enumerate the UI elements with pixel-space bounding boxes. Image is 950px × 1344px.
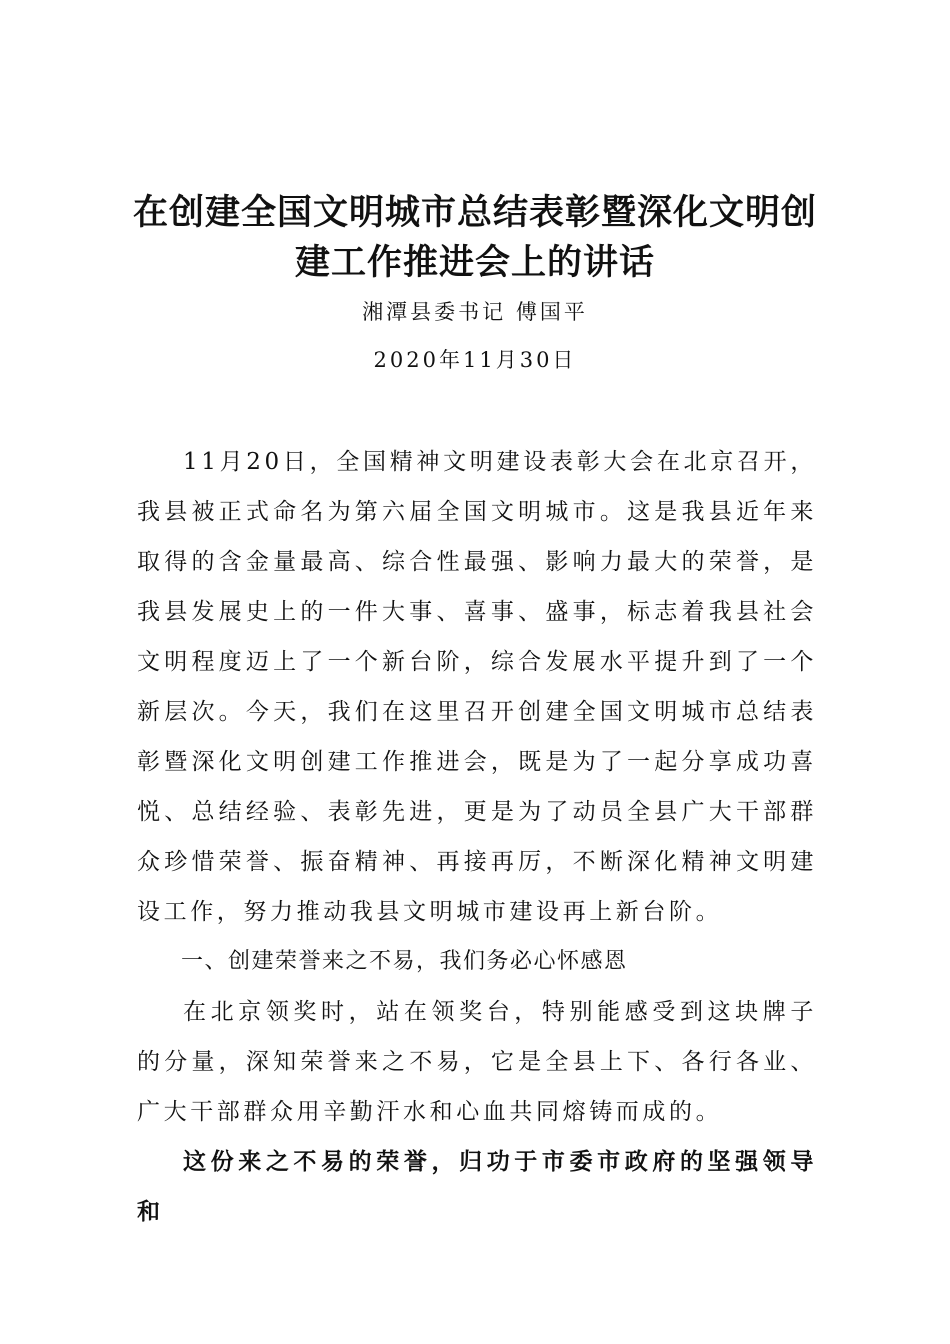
document-author: 湘潭县委书记 傅国平 [362,300,588,324]
intro-paragraph: 11月20日，全国精神文明建设表彰大会在北京召开，我县被正式命名为第六届全国文明城市。这是我县近年来取得的含金量最高、综合性最强、影响力最大的荣誉，是我县发展史上的一件大事、喜事、盛事，标志着我县社会文明程度迈上了一个新台阶，综合发展水平提升到了一个新层次。今天，我们在这里召开创建全国文明城市总结表彰暨深化文明创建工作推进会，既是为了一起分享成功喜悦、总结经验、表彰先进，更是为了动员全县广大干部群众珍惜荣誉、振奋精神、再接再厉，不断深化精神文明建设工作，努力推动我县文明城市建设再上新台阶。 [137,449,817,925]
document-title-line-1: 在创建全国文明城市总结表彰暨深化文明创 [132,192,817,233]
document-body [137,437,817,1237]
section-paragraph: 在北京领奖时，站在领奖台，特别能感受到这块牌子的分量，深知荣誉来之不易，它是全县上下、各行各业、广大干部群众用辛勤汗水和心血共同熔铸而成的。 [137,999,817,1125]
bold-paragraph: 这份来之不易的荣誉，归功于市委市政府的坚强领导和 [137,1148,817,1225]
document-date: 2020年11月30日 [373,348,577,372]
section-heading: 一、创建荣誉来之不易，我们务必心怀感恩 [181,949,628,974]
document-title-line-2: 建工作推进会上的讲话 [294,242,655,283]
